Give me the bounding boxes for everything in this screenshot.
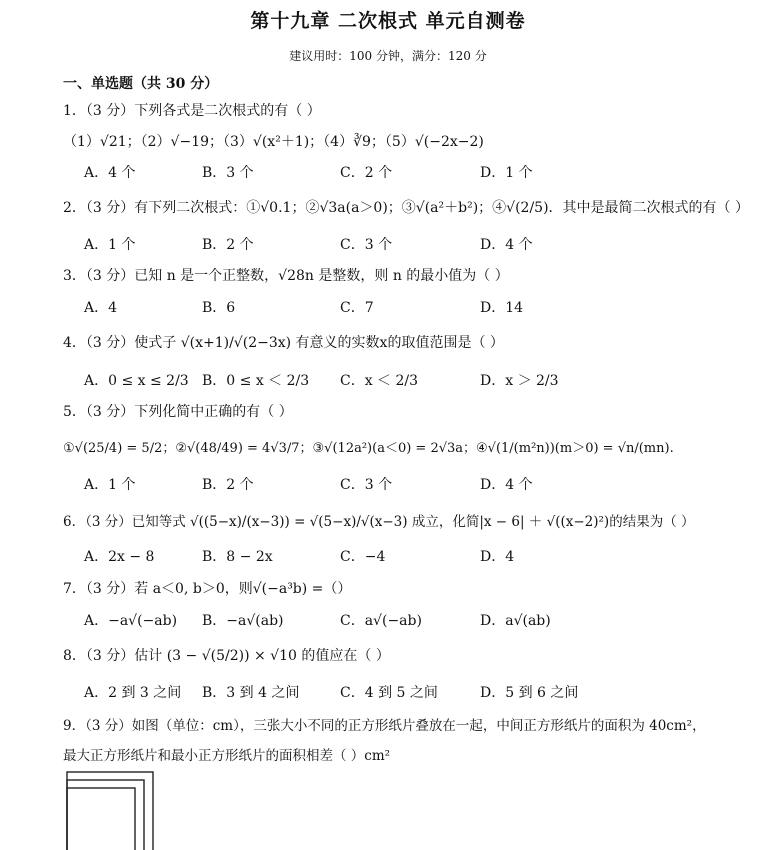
option-b: B．3 个 [202, 165, 254, 181]
option-c: C．2 个 [340, 165, 393, 181]
option-a: A．4 [84, 300, 118, 316]
option-a: A．4 个 [84, 165, 136, 181]
option-c: C．7 [340, 300, 374, 316]
question-6-stem: 6．（3 分）已知等式 √((5−x)/(x−3)) = √(5−x)/√(x−3) 成立，化简|x − 6| ＋ √((x−2)²)的结果为（ ） [63, 514, 695, 530]
question-8-stem: 8．（3 分）估计 (3 − √(5/2)) × √10 的值应在（ ） [63, 648, 390, 664]
option-b: B．0 ≤ x ＜ 2/3 [202, 373, 310, 389]
option-c: C．a√(−ab) [340, 613, 422, 629]
question-1-stem: 1．（3 分）下列各式是二次根式的有（ ） [63, 103, 321, 119]
option-c: C．4 到 5 之间 [340, 685, 438, 701]
option-b: B．3 到 4 之间 [202, 685, 300, 701]
option-b: B．−a√(ab) [202, 613, 284, 629]
question-1-expressions: （1）√21；（2）√−19；（3）√(x²＋1)；（4）∛9；（5）√(−2x−2) [63, 134, 484, 150]
option-d: D．4 个 [480, 477, 533, 493]
option-b: B．2 个 [202, 237, 254, 253]
option-a: A．1 个 [84, 237, 136, 253]
large-square [67, 772, 153, 850]
question-7-stem: 7．（3 分）若 a＜0, b＞0，则√(−a³b) =（） [63, 581, 352, 597]
option-d: D．1 个 [480, 165, 533, 181]
option-d: D．4 [480, 549, 515, 565]
option-a: A．1 个 [84, 477, 136, 493]
option-d: D．x ＞ 2/3 [480, 373, 559, 389]
page-subtitle: 建议用时：100 分钟，满分：120 分 [289, 49, 487, 63]
question-5-stem: 5．（3 分）下列化简中正确的有（ ） [63, 404, 293, 420]
section-title: 一、单选题（共 30 分） [63, 76, 219, 92]
overlapping-squares-figure [66, 770, 156, 850]
question-9-stem-continued: 最大正方形纸片和最小正方形纸片的面积相差（ ）cm² [63, 748, 391, 764]
option-b: B．2 个 [202, 477, 254, 493]
option-a: A．2x − 8 [84, 549, 155, 565]
option-d: D．a√(ab) [480, 613, 551, 629]
option-c: C．−4 [340, 549, 386, 565]
option-b: B．6 [202, 300, 236, 316]
option-b: B．8 − 2x [202, 549, 273, 565]
option-d: D．5 到 6 之间 [480, 685, 579, 701]
question-3-stem: 3．（3 分）已知 n 是一个正整数，√28n 是整数，则 n 的最小值为（ ） [63, 268, 509, 284]
option-d: D．14 [480, 300, 524, 316]
question-4-stem: 4．（3 分）使式子 √(x+1)/√(2−3x) 有意义的实数x的取值范围是（ ） [63, 335, 504, 351]
option-a: A．0 ≤ x ≤ 2/3 [84, 373, 189, 389]
page-title: 第十九章 二次根式 单元自测卷 [250, 10, 526, 32]
option-c: C．x ＜ 2/3 [340, 373, 419, 389]
option-a: A．2 到 3 之间 [84, 685, 182, 701]
middle-square [67, 780, 144, 850]
option-a: A．−a√(−ab) [84, 613, 178, 629]
small-square [67, 788, 135, 850]
question-5-statements: ①√(25/4) = 5/2；②√(48/49) = 4√3/7；③√(12a²)(a＜0) = 2√3a；④√(1/(m²n))(m＞0) = √n/(mn). [63, 441, 674, 456]
question-2-stem: 2．（3 分）有下列二次根式：①√0.1；②√3a(a＞0)；③√(a²＋b²)；④√(2/5)．其中是最简二次根式的有（ ） [63, 200, 750, 216]
option-c: C．3 个 [340, 237, 393, 253]
option-d: D．4 个 [480, 237, 533, 253]
option-c: C．3 个 [340, 477, 393, 493]
question-9-stem: 9．（3 分）如图（单位：cm），三张大小不同的正方形纸片叠放在一起，中间正方形纸片的面积为 40cm²， [63, 718, 706, 734]
